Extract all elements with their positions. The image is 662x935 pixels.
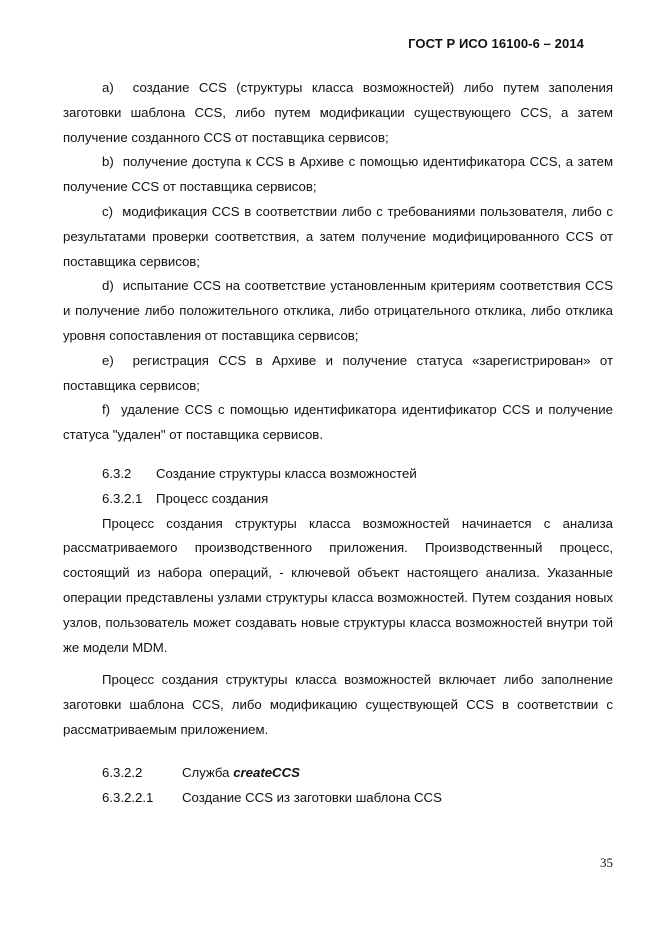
list-item-text: создание CCS (структуры класса возможностей) либо путем заполения заготовки шаблона CCS, либо путем модификации существующего CCS, а затем получение созданного CCS от поставщика сервисов; <box>63 80 614 145</box>
section-number: 6.3.2.2.1 <box>102 789 154 805</box>
section-number: 6.3.2 <box>102 465 132 481</box>
list-item-label: d) <box>102 278 114 294</box>
standard-header: ГОСТ Р ИСО 16100-6 – 2014 <box>408 36 584 51</box>
section-title: Процесс создания <box>156 490 269 506</box>
paragraph-process-creation: Процесс создания структуры класса возможностей начинается с анализа рассматриваемого производственного приложения. Производственный процесс, состоящий из набора операций, - ключевой объект настоящего анализа. Указанные операции представлены узлами структуры класса возможностей. Путем создания новых узлов, пользователь может создавать новые структуры класса возможностей внутри той же модели MDM. <box>63 515 613 655</box>
list-item-text: удаление CCS с помощью идентификатора идентификатор CCS и получение статуса "удален" от поставщика сервисов. <box>63 402 613 443</box>
list-item-c <box>63 200 613 274</box>
service-name: createCCS <box>233 764 300 780</box>
list-item-label: e) <box>102 352 114 368</box>
list-item-label: a) <box>102 80 114 95</box>
list-item-b <box>63 150 613 200</box>
section-heading-6-3-2-2-1 <box>63 786 613 811</box>
page-number: 35 <box>600 855 613 870</box>
section-number: 6.3.2.2 <box>102 764 143 780</box>
list-item-text: регистрация CCS в Архиве и получение статуса «зарегистрирован» от поставщика сервисов; <box>63 352 613 393</box>
list-item-a <box>63 76 613 150</box>
list-item-f <box>63 398 613 448</box>
section-number: 6.3.2.1 <box>102 490 143 506</box>
list-item-text: получение доступа к CCS в Архиве с помощью идентификатора CCS, а затем получение CCS от поставщика сервисов; <box>63 154 614 195</box>
list-item-label: c) <box>102 203 113 219</box>
section-heading-6-3-2-2 <box>63 761 613 786</box>
list-item-text: испытание CCS на соответствие установленным критериям соответствия CCS и получение либо положительного отклика, либо отрицательного отклика, либо отклика уровня сопоставления от поставщика сервисов; <box>63 278 614 343</box>
list-item-label: f) <box>102 402 111 418</box>
paragraph-process-includes: Процесс создания структуры класса возможностей включает либо заполнение заготовки шаблона CCS, либо модификацию существующей CCS в соответствии с рассматриваемым приложением. <box>63 672 613 737</box>
list-item-label: b) <box>102 154 114 170</box>
section-heading-6-3-2-1 <box>63 487 613 512</box>
list-item-d <box>63 274 613 348</box>
section-title: Создание CCS из заготовки шаблона CCS <box>182 789 442 805</box>
list-item-text: модификация CCS в соответствии либо с требованиями пользователя, либо с результатами проверки соответствия, а затем получение модифицированного CCS от поставщика сервисов; <box>63 203 614 269</box>
section-heading-6-3-2 <box>63 462 613 487</box>
section-title: Создание структуры класса возможностей <box>156 465 417 481</box>
section-title-prefix: Служба <box>182 764 230 780</box>
list-item-e <box>63 349 613 399</box>
document-body <box>63 76 613 810</box>
